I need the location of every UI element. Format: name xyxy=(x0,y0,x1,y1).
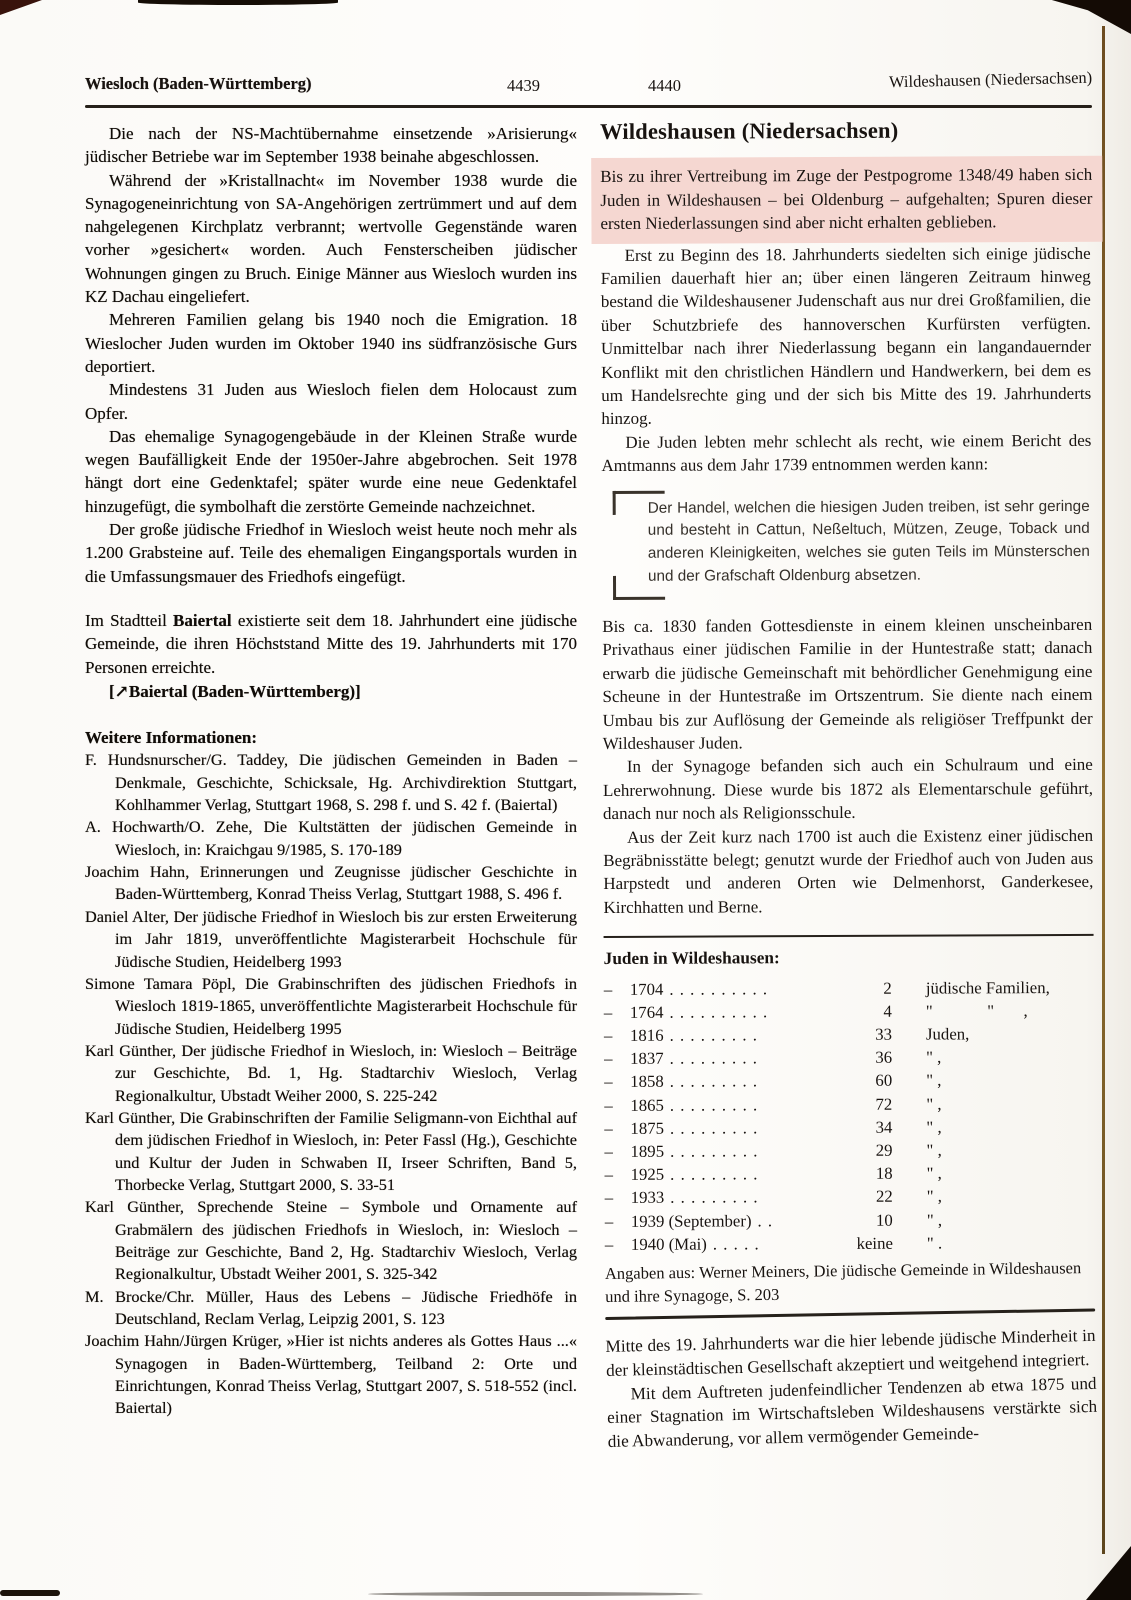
paragraph-services: Bis ca. 1830 fanden Gottesdienste in einem kleinen unscheinbaren Privathaus einer jüdischen Familie in der Huntestraße statt; danach erwarb die jüdische Gemeinschaft mit behördlicher Genehmigung eine Scheune in der Huntestraße im Ortszentrum. Sie diente nach einem Umbau bis zur Auflösung der Gemeinde als religiöser Treffpunkt der Wildeshauser Juden. xyxy=(602,614,1093,753)
paragraph: Die nach der NS-Machtübernahme einsetzende »Arisierung« jüdischer Betriebe war im September 1938 beinahe abgeschlossen. xyxy=(85,124,577,167)
paragraph-cemetery: Aus der Zeit kurz nach 1700 ist auch die Existenz einer jüdischen Begräbnisstätte belegt; genutzt wurde der Friedhof auch von Juden aus Harpstedt und anderen Orten wie Delmenhorst, Ganderkesee, Kirchhatten und Berne. xyxy=(603,825,1094,917)
stats-bottom-rule xyxy=(605,1309,1095,1320)
stat-year: 1933 xyxy=(630,1188,665,1208)
stat-value: 33 xyxy=(875,1024,893,1044)
right-column xyxy=(600,118,1096,1454)
scan-corner-top-left xyxy=(0,0,42,15)
scan-corner-bottom-right xyxy=(1086,1546,1131,1600)
bibliography-entry: Daniel Alter, Der jüdische Friedhof in Wiesloch bis zur ersten Erweiterung im Jahr 1819, unveröffentlichte Magisterarbeit Hochschule für Jüdische Studien, Heidelberg 1993 xyxy=(85,906,577,971)
cross-reference: [↗Baiertal (Baden-Württemberg)] xyxy=(109,681,361,701)
stat-year: 1858 xyxy=(630,1072,664,1092)
paragraph: Mehreren Familien gelang bis 1940 noch die Emigration. 18 Wieslocher Juden wurden im Oktober 1940 ins südfranzösische Gurs deportiert. xyxy=(85,310,577,376)
stat-row-dash: – xyxy=(603,1002,613,1022)
stat-label: jüdische Familien, xyxy=(925,977,1050,998)
stat-label: " , xyxy=(926,1047,942,1067)
bibliography-entry: Karl Günther, Die Grabinschriften der Familie Seligmann-von Eichthal auf dem jüdischen Friedhof in Wiesloch, in: Peter Fassl (Hg.), Geschichte und Kultur der Juden in Schwaben II, Irseer Schriften, Band 5, Thorbecke Verlag, Stuttgart 2000, S. 33-51 xyxy=(85,1107,577,1194)
stat-label: " , xyxy=(926,1186,942,1206)
stat-label: Juden, xyxy=(925,1024,970,1044)
population-stats-box xyxy=(604,934,1096,1320)
stat-row xyxy=(604,1138,1094,1163)
stat-year: 1865 xyxy=(630,1095,664,1115)
left-column-paragraphs xyxy=(85,122,577,588)
stat-leader-dots: . . . . . . . . . xyxy=(669,1118,759,1138)
stat-row xyxy=(605,1161,1095,1186)
stat-value: 4 xyxy=(883,1001,892,1021)
stat-row xyxy=(604,999,1094,1024)
stat-value: 2 xyxy=(883,978,892,998)
paragraph-school: In der Synagoge befanden sich auch ein Schulraum und eine Lehrerwohnung. Diese wurde bis 1872 als Elementarschule geführt, danach nur noch als Religionsschule. xyxy=(602,755,1093,824)
highlighted-passage xyxy=(591,156,1102,243)
running-header-right-title: Wildeshausen (Niedersachsen) xyxy=(888,67,1093,92)
stat-value: 60 xyxy=(875,1071,893,1091)
stat-year: 1816 xyxy=(629,1025,664,1045)
scan-corner-top-right xyxy=(1041,0,1131,34)
stat-year: 1837 xyxy=(630,1048,664,1069)
stat-value: 36 xyxy=(875,1047,893,1067)
paragraph: Während der »Kristallnacht« im November 1938 wurde die Synagogeneinrichtung von SA-Angehörigen zertrümmert und auf dem nahgelegenen Kirchplatz verbrannt; wertvolle Gegenstände waren vorher »gesichert« worden. Auch Fensterscheiben jüdischer Wohnungen gingen zu Bruch. Einige Männer aus Wiesloch wurden ins KZ Dachau eingeliefert. xyxy=(85,170,577,307)
stat-label: " , xyxy=(926,1210,943,1230)
stat-year: 1939 (September) xyxy=(630,1210,752,1231)
stat-label: " , xyxy=(926,1117,942,1137)
stat-row xyxy=(604,1091,1094,1116)
stat-value: 10 xyxy=(875,1210,893,1230)
stat-leader-dots: . . . . . . . . . . xyxy=(669,1002,769,1022)
bibliography-entry: Joachim Hahn, Erinnerungen und Zeugnisse jüdischer Geschichte in Baden-Württemberg, Konrad Theiss Verlag, Stuttgart 1988, S. 496 f. xyxy=(85,862,577,904)
stat-leader-dots: . . . . . . . . . xyxy=(670,1164,759,1184)
bibliography-heading: Weitere Informationen: xyxy=(85,728,258,748)
stat-leader-dots: . . . . . . . . . xyxy=(669,1048,759,1068)
stat-row-dash: – xyxy=(603,1025,613,1045)
running-header xyxy=(85,67,1093,100)
running-header-left-title: Wiesloch (Baden-Württemberg) xyxy=(85,74,312,93)
bibliography-entry: F. Hundsnurscher/G. Taddey, Die jüdischen Gemeinden in Baden – Denkmale, Geschichte, Schicksale, Hg. Archivdirektion Stuttgart, Kohlhammer Verlag, Stuttgart 1968, S. 298 f. und S. 42 f. (Baiertal) xyxy=(85,750,577,815)
left-column xyxy=(85,122,577,1420)
stat-value: 34 xyxy=(875,1117,893,1137)
paragraph: Mindestens 31 Juden aus Wiesloch fielen dem Holocaust zum Opfer. xyxy=(85,380,577,423)
stat-value: 22 xyxy=(875,1187,893,1207)
paragraph: Das ehemalige Synagogengebäude in der Kleinen Straße wurde wegen Baufälligkeit Ende der 1950er-Jahre abgebrochen. Seit 1978 hängt dort eine Gedenktafel; später wurde eine neue Gedenktafel hinzugefügt, die symbolhaft die zerstörte Gemeinde nachzeichnet. xyxy=(85,426,577,516)
stat-row-dash: – xyxy=(604,1234,614,1254)
bibliography-list xyxy=(85,749,577,1419)
stat-leader-dots: . . . . . . . . . xyxy=(669,1071,759,1092)
baiertal-paragraph xyxy=(85,609,577,679)
stat-label: " , xyxy=(926,1094,942,1114)
stat-row-dash: – xyxy=(604,1095,613,1115)
bibliography-entry: Karl Günther, Sprechende Steine – Symbole und Ornamente auf Grabmälern des jüdischen Friedhofs in Wiesloch, in: Wiesloch – Beiträge zur Geschichte, Band 2, Hg. Stadtarchiv Wiesloch, Verlag Regionalkultur, Ubstadt Weiher 2001, S. 325-342 xyxy=(85,1197,577,1284)
stat-leader-dots: . . . . . . . . . xyxy=(670,1187,759,1208)
stat-row xyxy=(605,1231,1095,1256)
stat-label: " , xyxy=(926,1163,942,1183)
stat-leader-dots: . . . . . . . . . xyxy=(669,1094,759,1115)
stat-row xyxy=(605,1184,1095,1209)
baiertal-pre: Im Stadtteil xyxy=(85,610,174,630)
stat-value: 18 xyxy=(875,1163,893,1183)
stat-row xyxy=(604,1022,1094,1047)
stat-year: 1925 xyxy=(630,1164,665,1185)
stat-leader-dots: . . . . . . . . . xyxy=(670,1141,759,1161)
paragraph: Der große jüdische Friedhof in Wiesloch weist heute noch mehr als 1.200 Grabsteine auf. Teile des ehemaligen Eingangsportals wurden in die Umfassungsmauer des Friedhofs eingefügt. xyxy=(85,520,577,586)
stat-row-dash: – xyxy=(604,1118,613,1138)
stats-source: Angaben aus: Werner Meiners, Die jüdische Gemeinde in Wildeshausen und ihre Synagoge, S. 203 xyxy=(604,1258,1082,1306)
stat-row-dash: – xyxy=(603,979,613,999)
header-rule xyxy=(85,105,1092,108)
stat-row xyxy=(604,975,1094,1000)
stats-table xyxy=(604,975,1095,1256)
scan-edge-bottom-left xyxy=(0,1590,60,1596)
stat-year: 1764 xyxy=(629,1002,664,1022)
highlight-text: Bis zu ihrer Vertreibung im Zuge der Pestpogrome 1348/49 haben sich Juden in Wildeshausen – bei Oldenburg – aufgehalten; Spuren dieser ersten Niederlassungen sind aber nicht erhalten geblieben. xyxy=(600,165,1093,234)
stat-leader-dots: . . . . . xyxy=(712,1234,760,1254)
closing-paragraphs xyxy=(605,1324,1098,1454)
stat-year: 1940 (Mai) xyxy=(630,1234,707,1254)
article-title: Wildeshausen (Niedersachsen) xyxy=(599,117,899,144)
column-number-right: 4440 xyxy=(648,76,681,95)
stat-value: 29 xyxy=(875,1140,893,1160)
stat-value: 72 xyxy=(875,1094,893,1114)
stat-row-dash: – xyxy=(604,1188,614,1208)
stat-label: " , xyxy=(926,1140,942,1160)
bibliography-entry: Simone Tamara Pöpl, Die Grabinschriften des jüdischen Friedhofs in Wiesloch 1819-1865, unveröffentlichte Magisterarbeit Hochschule für Jüdische Studien, Heidelberg 1995 xyxy=(85,973,577,1038)
stat-value: keine xyxy=(856,1233,893,1253)
bibliography-entry: Karl Günther, Der jüdische Friedhof in Wiesloch, in: Wiesloch – Beiträge zur Geschichte, Bd. 1, Hg. Stadtarchiv Wiesloch, Verlag Regionalkultur, Ubstadt Weiher 2000, S. 225-242 xyxy=(85,1040,577,1105)
stat-row-dash: – xyxy=(604,1049,613,1069)
stat-leader-dots: . . xyxy=(757,1210,774,1230)
block-quote-text: Der Handel, welchen die hiesigen Juden treiben, ist sehr geringe und besteht in Cattun, Neßeltuch, Mützen, Zeuge, Toback und anderen Kleinigkeiten, welches sie guten Teils im Münsterschen und der Grafschaft Oldenburg absetzen. xyxy=(647,497,1090,585)
stats-title: Juden in Wildeshausen: xyxy=(603,948,780,969)
stat-row xyxy=(604,1115,1094,1140)
scan-edge-bottom-streak xyxy=(368,1592,703,1596)
scan-page-edge-line xyxy=(1102,26,1105,1554)
stat-row xyxy=(604,1068,1094,1093)
stat-row-dash: – xyxy=(604,1211,614,1231)
stat-label: " , xyxy=(926,1070,942,1090)
stat-year: 1895 xyxy=(630,1141,665,1161)
paragraph-mid19: Mitte des 19. Jahrhunderts war die hier lebende jüdische Minderheit in der kleinstädtischen Gesellschaft akzeptiert und weitgehend integriert. xyxy=(605,1325,1096,1380)
paragraph-settlement: Erst zu Beginn des 18. Jahrhunderts siedelten sich einige jüdische Familien dauerhaft hier an; über einen längeren Zeitraum hinweg bestand die Wildeshausener Judenschaft aus nur drei Großfamilien, die über Schutzbriefe des hannoverschen Kurfürsten verfügten. Unmittelbar nach ihrer Niederlassung begann ein langandauernder Konflikt mit den christlichen Händlern und Handwerkern, bei dem es um Handelsrechte ging und der sich bis Mitte des 19. Jahrhunderts hinzog. xyxy=(600,243,1092,429)
stat-label: " " , xyxy=(925,1000,1028,1021)
scan-edge-top-streak xyxy=(138,0,338,5)
stat-row-dash: – xyxy=(604,1165,614,1185)
baiertal-bold: Baiertal xyxy=(173,610,232,630)
stat-leader-dots: . . . . . . . . . . xyxy=(669,978,769,999)
paragraph-decline: Mit dem Auftreten judenfeindlicher Tendenzen ab etwa 1875 und einer Stagnation im Wirtschaftsleben Wildeshausens verstärkte sich die Abwanderung, vor allem vermögender Gemeinde- xyxy=(606,1373,1098,1451)
stat-row xyxy=(605,1207,1095,1232)
bibliography-entry: M. Brocke/Chr. Müller, Haus des Lebens – Jüdische Friedhöfe in Deutschland, Reclam Verlag, Leipzig 2001, S. 123 xyxy=(85,1286,577,1329)
block-quote xyxy=(602,487,1092,602)
stat-row-dash: – xyxy=(604,1141,613,1161)
stat-row-dash: – xyxy=(604,1072,613,1092)
baiertal-post: existierte seit dem 18. Jahrhundert eine jüdische Gemeinde, die ihren Höchststand Mitte des 19. Jahrhunderts mit 170 Personen erreichte. xyxy=(85,610,577,677)
column-number-left: 4439 xyxy=(507,76,540,95)
stat-year: 1875 xyxy=(630,1118,665,1138)
stat-label: " . xyxy=(926,1233,943,1253)
stat-row xyxy=(604,1045,1094,1070)
bibliography-entry: A. Hochwarth/O. Zehe, Die Kultstätten der jüdischen Gemeinde in Wiesloch, in: Kraichgau 9/1985, S. 170-189 xyxy=(85,817,577,859)
paragraph-report-intro: Die Juden lebten mehr schlecht als recht, wie einem Bericht des Amtmanns aus dem Jahr 1739 entnommen werden kann: xyxy=(601,430,1092,476)
stat-leader-dots: . . . . . . . . . xyxy=(669,1025,758,1045)
bibliography-entry: Joachim Hahn/Jürgen Krüger, »Hier ist nichts anderes als Gottes Haus ...« Synagogen in Baden-Württemberg, Teilband 2: Orte und Einrichtungen, Konrad Theiss Verlag, Stuttgart 2007, S. 518-552 (incl. Baiertal) xyxy=(85,1331,577,1418)
stat-year: 1704 xyxy=(629,979,664,999)
